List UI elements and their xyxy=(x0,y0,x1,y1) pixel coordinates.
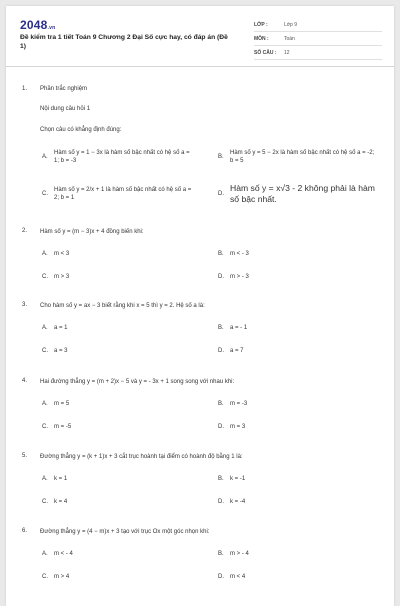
meta-row-subject: MÔN : Toán xyxy=(254,33,382,46)
meta-info xyxy=(254,19,382,61)
question-text: Đường thẳng y = (4 − m)x + 3 tạo với trục Ox một góc nhọn khi: xyxy=(40,529,210,535)
meta-row-class: LỚP : Lớp 9 xyxy=(254,19,382,32)
question-text: Hai đường thẳng y = (m + 2)x − 5 và y = - 3x + 1 song song với nhau khi: xyxy=(40,379,235,385)
document-page: 2048.vn Đề kiểm tra 1 tiết Toán 9 Chương 2 Đại Số cực hay, có đáp án (Đề 1) LỚP : Lớp 9 MÔN : Toán SỐ CÂU : 12 1. Phần trắc nghiệm Nội dung câu hỏi 1 Chọn câu có khẳng định đúng: A. Hàm số y = 1 − 3x là hàm số bậc nhất có hệ số a = 1; b = -3 B. Hàm số y = 5 − 2x là hàm số bậc nhất có hệ số a = -2; b = 5 C. Hàm số y = 2/x + 1 là hàm số bậc nhất có hệ số a = 2; b = 1 D. Hàm số y = x√3 - 2 không phải là hàm số bậc nhất. 2. Hàm số y = (m − 3)x + 4 đồng biến khi: A. m < 3 B. m < - 3 C. m > 3 D. m > - 3 3. Cho hàm số y = ax − 3 biết rằng khi x = 5 thì y = 2. Hệ số a là: A. a = 1 B. a = - 1 C. a = 3 D. a = 7 4. Hai đường thẳng y = (m + 2)x − 5 và y = - 3x + 1 song song với nhau khi: A. m = 5 B. m = -3 C. m = -5 D. m = 3 5. Đường thẳng y = (k + 1)x + 3 cắt trục hoành tại điểm có hoành độ bằng 1 là: A. k = 1 B. k = -1 C. k = 4 D. k = -4 6. Đường thẳng y = (4 − m)x + 3 tạo với trục Ox một góc nhọn khi: A. m < - 4 B. m > - 4 C. m > 4 D. m < 4 xyxy=(6,6,394,606)
question-text: Cho hàm số y = ax − 3 biết rằng khi x = 5 thì y = 2. Hệ số a là: xyxy=(40,303,205,309)
question-text: Hàm số y = (m − 3)x + 4 đồng biến khi: xyxy=(40,229,144,235)
question-number: 2. xyxy=(22,228,28,234)
document-title: Đề kiểm tra 1 tiết Toán 9 Chương 2 Đại Số cực hay, có đáp án (Đề 1) xyxy=(20,34,228,50)
question-number: 1. xyxy=(22,86,28,92)
question-number: 3. xyxy=(22,302,28,308)
question-number: 6. xyxy=(22,528,28,534)
question-text: Đường thẳng y = (k + 1)x + 3 cắt trục hoành tại điểm có hoành độ bằng 1 là: xyxy=(40,454,243,460)
question-prompt: Chọn câu có khẳng định đúng: xyxy=(40,127,122,133)
question-number: 4. xyxy=(22,378,28,384)
document-header xyxy=(6,6,394,67)
question-number: 5. xyxy=(22,453,28,459)
meta-row-count: SỐ CÂU : 12 xyxy=(254,47,382,60)
site-logo[interactable]: 2048.vn xyxy=(20,18,56,32)
section-title: Phần trắc nghiệm xyxy=(40,86,88,92)
question-intro: Nội dung câu hỏi 1 xyxy=(40,106,91,112)
